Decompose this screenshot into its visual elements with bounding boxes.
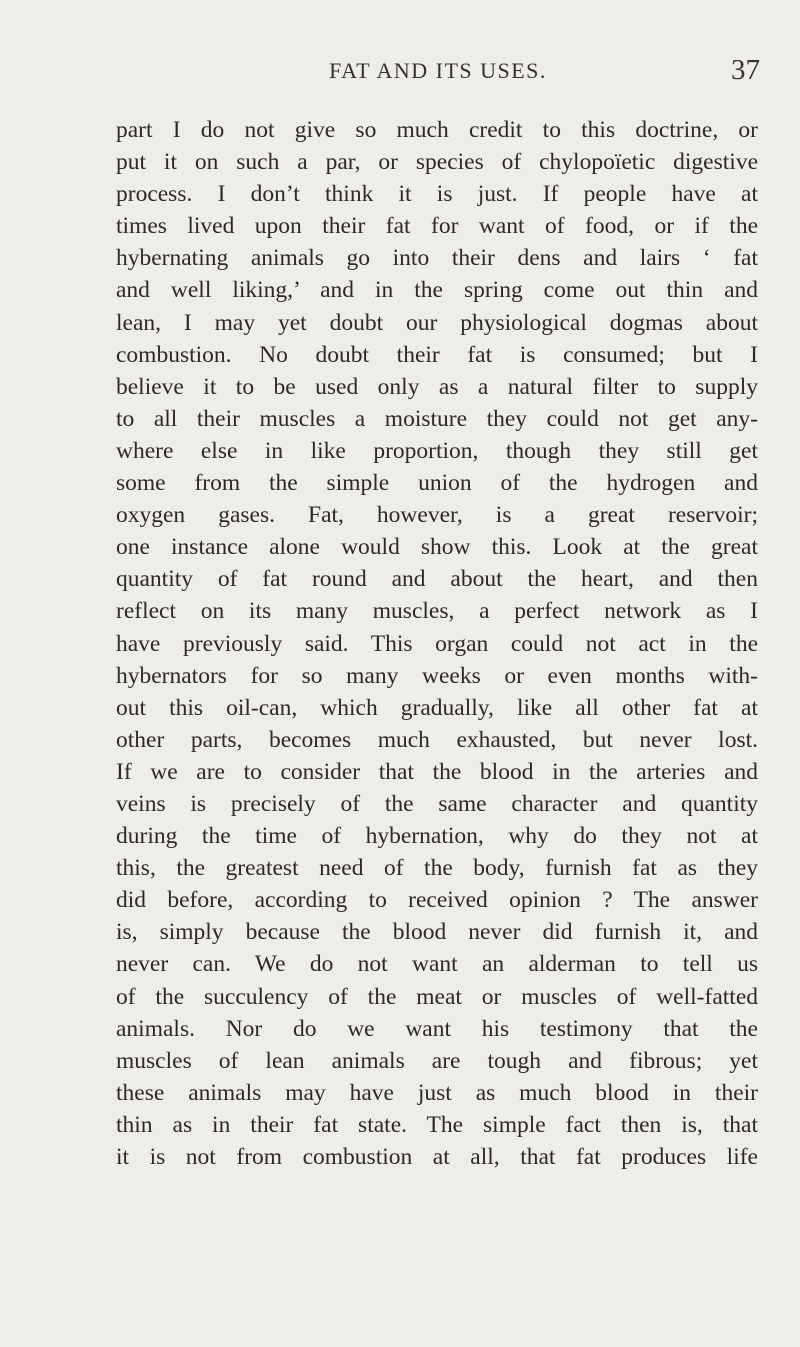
- text-line-17: have previously said. This organ could not act in the: [116, 630, 758, 657]
- text-line-23: during the time of hybernation, why do they not at: [116, 823, 758, 850]
- text-line-26: is, simply because the blood never did furnish it, and: [116, 919, 758, 946]
- text-line-19: out this oil-can, which gradually, like all other fat at: [116, 694, 758, 721]
- text-line-25: did before, according to received opinion ? The answer: [116, 887, 758, 914]
- text-line-22: veins is precisely of the same character and quantity: [116, 790, 758, 817]
- text-line-24: this, the greatest need of the body, furnish fat as they: [116, 855, 758, 882]
- text-line-2: put it on such a par, or species of chylopoïetic digestive: [116, 149, 758, 176]
- text-line-20: other parts, becomes much exhausted, but never lost.: [116, 726, 758, 753]
- page-number: 37: [731, 54, 760, 86]
- text-line-21: If we are to consider that the blood in the arteries and: [116, 758, 758, 785]
- text-line-8: combustion. No doubt their fat is consumed; but I: [116, 341, 758, 368]
- text-line-14: one instance alone would show this. Look at the great: [116, 534, 758, 561]
- text-line-6: and well liking,’ and in the spring come out thin and: [116, 277, 758, 304]
- text-line-10: to all their muscles a moisture they could not get any-: [116, 405, 758, 432]
- text-line-13: oxygen gases. Fat, however, is a great reservoir;: [116, 502, 758, 529]
- text-line-31: these animals may have just as much blood in their: [116, 1079, 758, 1106]
- text-line-16: reflect on its many muscles, a perfect network as I: [116, 598, 758, 625]
- text-line-4: times lived upon their fat for want of food, or if the: [116, 213, 758, 240]
- text-line-3: process. I don’t think it is just. If people have at: [116, 181, 758, 208]
- running-head: [116, 54, 760, 90]
- text-line-9: believe it to be used only as a natural filter to supply: [116, 373, 758, 400]
- text-line-15: quantity of fat round and about the heart, and then: [116, 566, 758, 593]
- text-line-12: some from the simple union of the hydrogen and: [116, 470, 758, 497]
- text-line-28: of the succulency of the meat or muscles of well-fatted: [116, 983, 758, 1010]
- text-line-5: hybernating animals go into their dens and lairs ‘ fat: [116, 245, 758, 272]
- text-line-33: it is not from combustion at all, that fat produces life: [116, 1144, 758, 1170]
- text-line-29: animals. Nor do we want his testimony that the: [116, 1015, 758, 1042]
- running-title: FAT AND ITS USES.: [329, 58, 547, 83]
- text-line-30: muscles of lean animals are tough and fibrous; yet: [116, 1047, 758, 1074]
- text-line-27: never can. We do not want an alderman to tell us: [116, 951, 758, 978]
- text-line-32: thin as in their fat state. The simple fact then is, that: [116, 1111, 758, 1138]
- text-line-18: hybernators for so many weeks or even months with-: [116, 662, 758, 689]
- text-line-1: part I do not give so much credit to this doctrine, or: [116, 117, 758, 143]
- body-paragraph: [116, 114, 758, 1173]
- text-line-7: lean, I may yet doubt our physiological dogmas about: [116, 309, 758, 336]
- text-line-11: where else in like proportion, though they still get: [116, 437, 758, 464]
